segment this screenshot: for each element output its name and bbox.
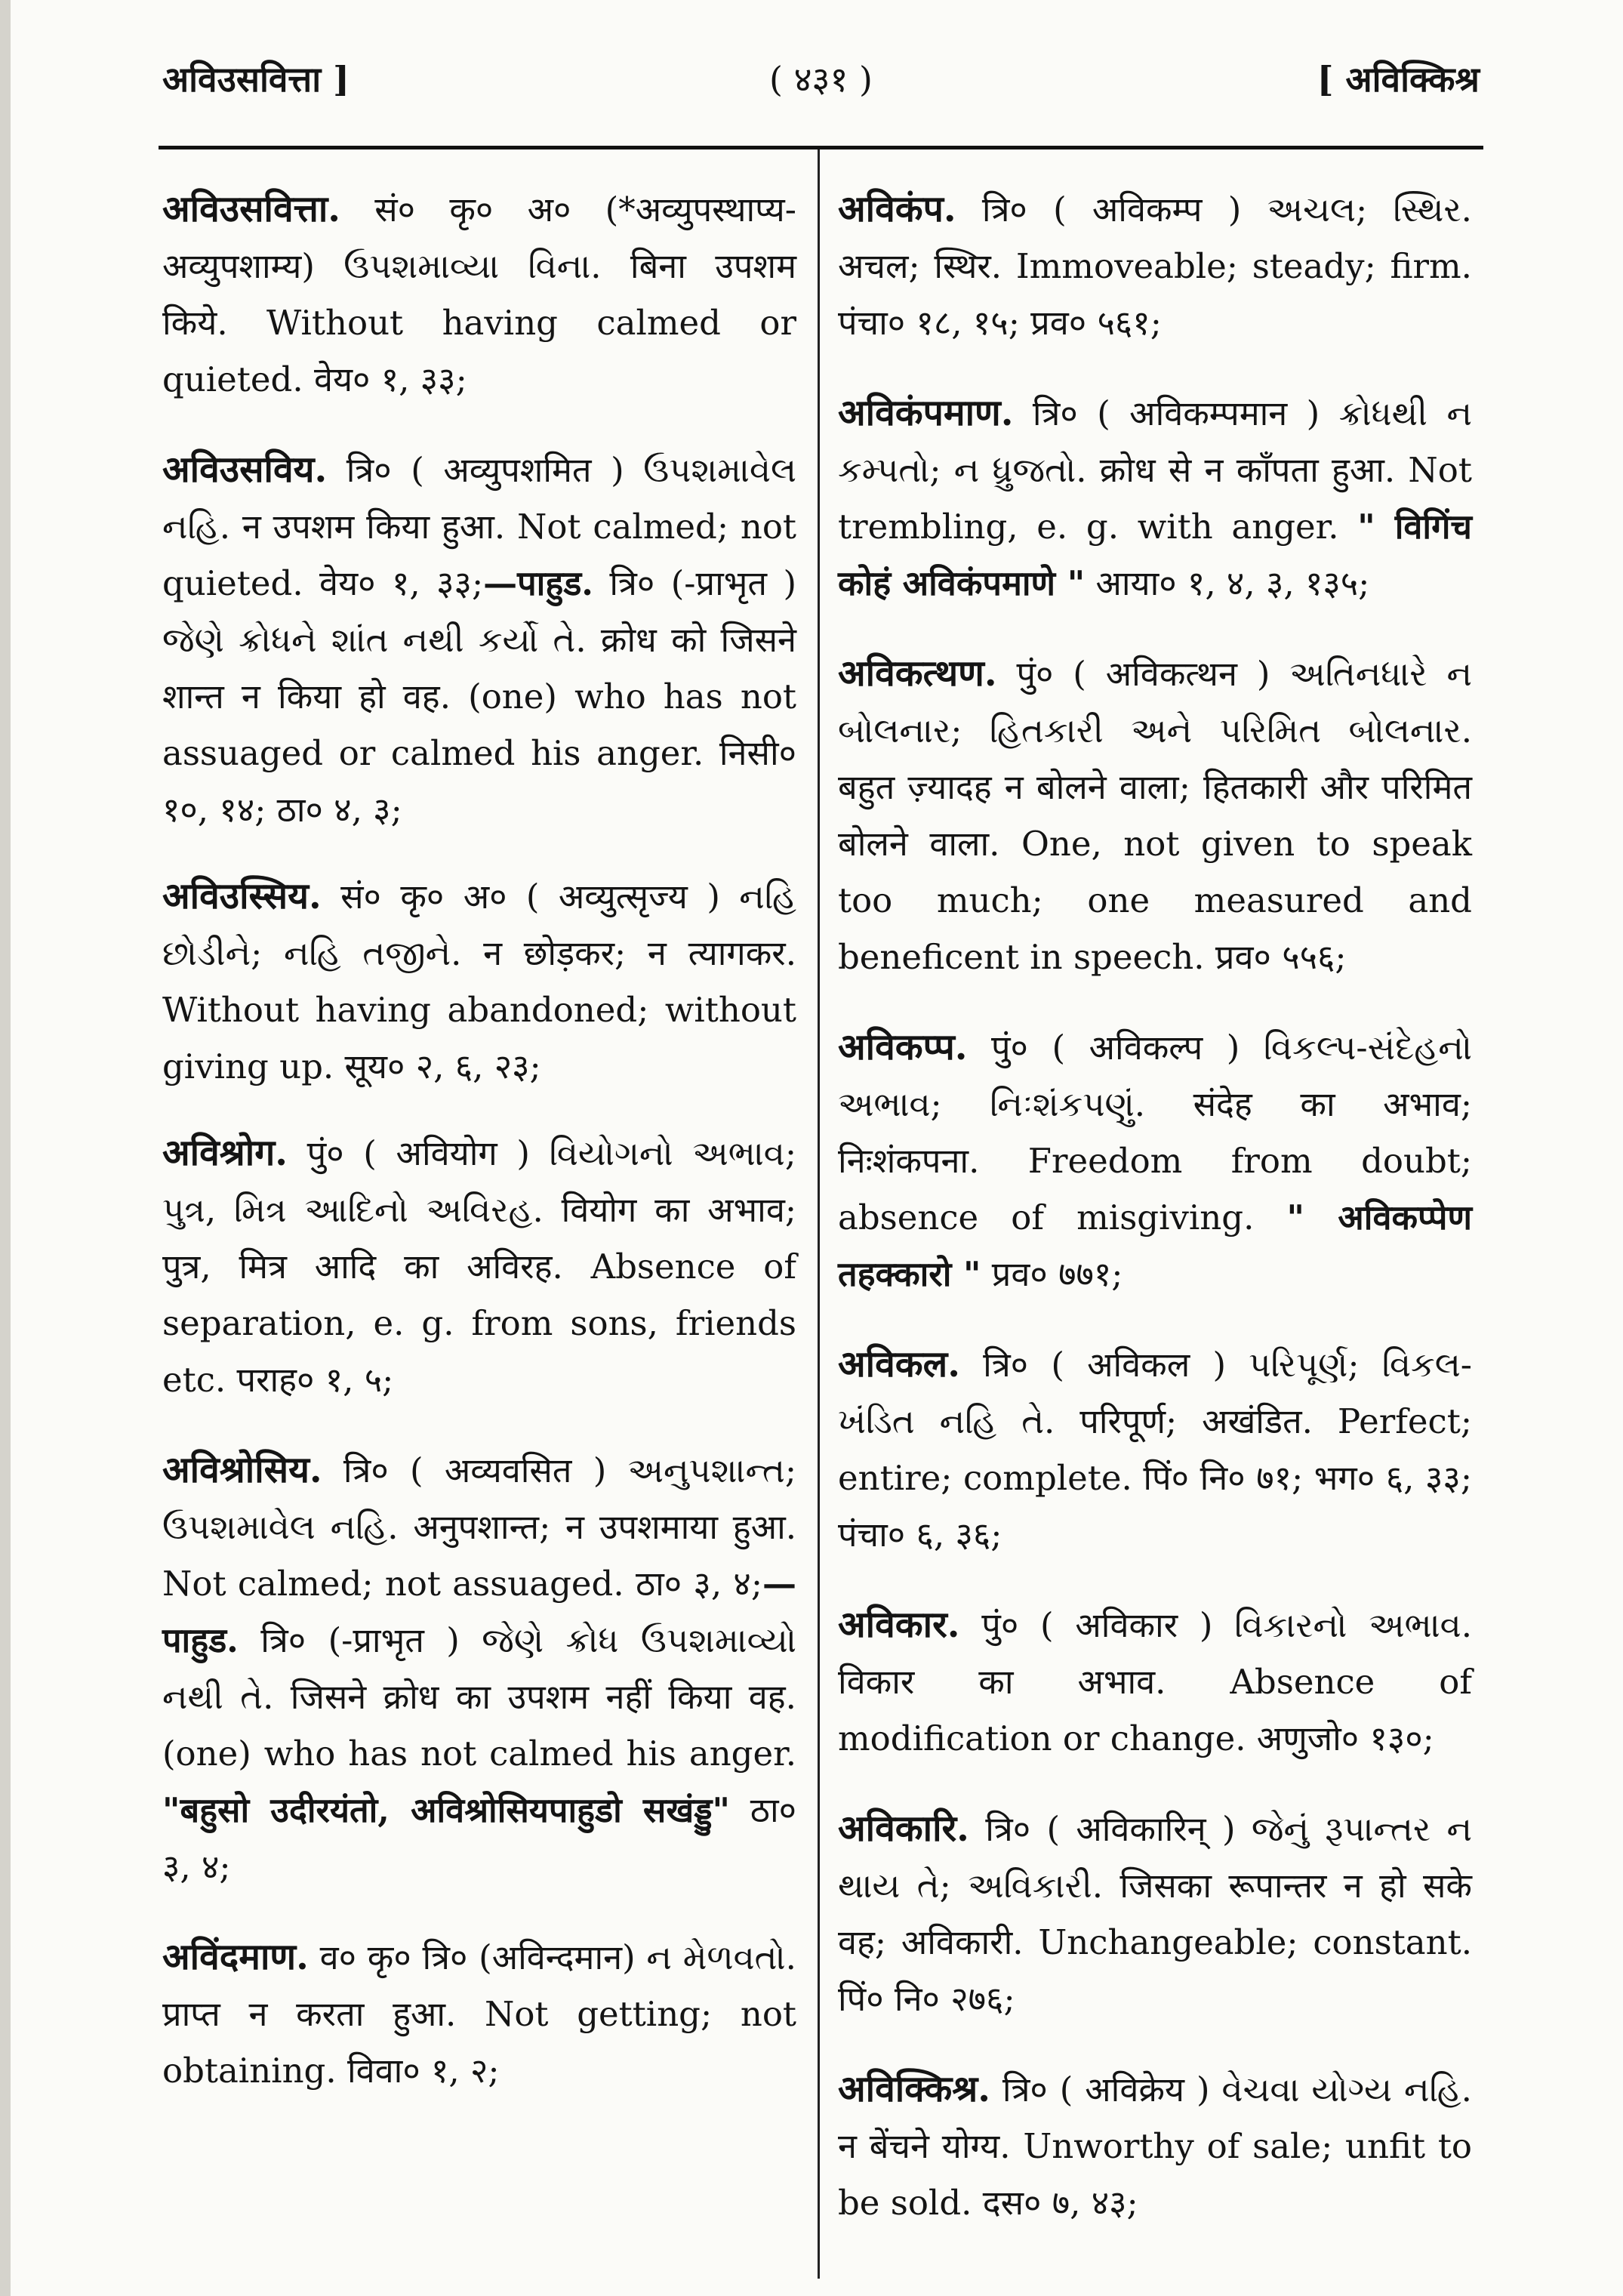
entry-body: त्रि० ( अविकारिन् ) જેનું રૂપાન્તર ન થાય તે; અવિકારી. जिसका रूपान्तर न हो सके वह; अविकारी. Unchangeable; constant. पिं० नि० २७६; [838,1809,1472,2019]
entry-subheadword: —पाहुड. [162,1564,796,1660]
entry-body: सं० कृ० अ० (*अव्युपस्थाप्य-अव्युपशाम्य) ઉપશમાવ્યા વિના. बिना उपशम किये. Without having calmed or quieted. वेय० १, ३३; [162,190,796,399]
entry-quote: " विगिंच कोहं अविकंपमाणे " [838,507,1472,603]
entry-headword: अविकल. [838,1343,960,1385]
entry-body: त्रि० ( अविकम्प ) અચલ; સ્થિર. अचल; स्थिर. Immoveable; steady; firm. पंचा० १८, १५; प्रव० ५६१; [838,190,1472,343]
right-column [838,181,1472,2246]
column-divider [818,149,820,2279]
dictionary-entry [838,1801,1472,2027]
entry-quote: " अविकप्पेण तहक्कारो " [838,1197,1472,1294]
entry-body: त्रि० ( अविकम्पमान ) ક્રોધથી ન કમ્પતો; ન ધ્રુજતો. क्रोध से न काँपता हुआ. Not trembling, e. g. with anger. [838,393,1472,547]
entry-reference: प्रव० ७७१; [981,1254,1123,1294]
header-left-guideword: अविउसवित्ता ] [162,59,350,100]
dictionary-entry [162,181,796,408]
dictionary-entry [838,1597,1472,1767]
entry-headword: अविकार. [838,1604,960,1646]
entry-body: त्रि० ( अव्युपशमित ) ઉપશમાવેલ નહિ. न उपशम किया हुआ. Not calmed; not quieted. वेय० १, ३३; [162,450,796,603]
entry-body: त्रि० ( अव्यवसित ) અનુપશાન્ત; ઉપશમાવેલ નહિ. अनुपशान्त; न उपशमाया हुआ. Not calmed; not assuaged. ठा० ३, ४; [162,1450,796,1604]
dictionary-entry [838,2061,1472,2231]
dictionary-entry [162,442,796,838]
header-rule [159,146,1483,149]
dictionary-entry [838,385,1472,612]
dictionary-entry [838,181,1472,351]
entry-reference: ठा० ३, ४; [162,1790,796,1887]
entry-body: व० कृ० त्रि० (अविन्दमान) ન મેળવતો. प्राप्त न करता हुआ. Not getting; not obtaining. विवा० १, २; [162,1937,796,2091]
entry-sub-body: त्रि० (-प्राभृत ) જેણે ક્રોધને શાંત નથી કર્યો તે. क्रोध को जिसने शान्त न किया हो वह. (one) who has not assuaged or calmed his anger. निसी० १०, १४; ठा० ४, ३; [162,563,797,830]
entry-headword: अविउसविय. [162,448,328,491]
left-column [162,181,796,2114]
entry-headword: अविकंपमाण. [838,392,1014,434]
entry-reference: आया० १, ४, ३, १३५; [1085,563,1370,603]
entry-subheadword: —पाहुड. [483,563,593,603]
entry-headword: अविश्रोग. [162,1132,288,1174]
entry-headword: अविकारि. [838,1808,969,1850]
entry-body: पुं० ( अविकल्प ) વિકલ્પ-સંદેહનો અભાવ; નિઃશંકપણું. संदेह का अभाव; निःशंकपना. Freedom from doubt; absence of misgiving. [838,1028,1472,1237]
entry-headword: अविउसवित्ता. [162,188,340,230]
entry-headword: अविंदमाण. [162,1936,309,1978]
dictionary-entry [162,1442,796,1895]
entry-headword: अविकत्थण. [838,652,997,695]
entry-body: पुं० ( अवियोग ) વિયોગનો અભાવ; પુત્ર, મિત્ર આદિનો અવિરહ. वियोग का अभाव; पुत्र, मित्र आदि का अविरह. Absence of separation, e. g. from sons, friends etc. पराह० १, ५; [162,1133,796,1400]
dictionary-entry [838,1019,1472,1302]
entry-headword: अविक्किश्र. [838,2068,990,2110]
scan-edge [0,0,11,2296]
entry-headword: अविकप्प. [838,1026,968,1068]
entry-body: त्रि० ( अविक्रेय ) વેચવા યોગ્ય નહિ. न बेंचने योग्य. Unworthy of sale; unfit to be sold. दस० ७, ४३; [838,2069,1472,2223]
header-right-guideword: [ अविक्किश्र [1317,59,1480,100]
entry-body: पुं० ( अविकार ) વિકારનો અભાવ. विकार का अभाव. Absence of modification or change. अणुजो० १३०; [838,1605,1472,1758]
entry-headword: अविउस्सिय. [162,875,322,917]
dictionary-entry [838,646,1472,985]
dictionary-entry [162,1929,796,2099]
dictionary-entry [838,1336,1472,1563]
dictionary-entry [162,1125,796,1408]
entry-sub-body: त्रि० (-प्राभृत ) જેણે ક્રોધ ઉપશમાવ્યો નથી તે. जिसने क्रोध का उपशम नहीं किया वह. (one) who has not calmed his anger. [162,1620,796,1774]
entry-headword: अविश्रोसिय. [162,1449,322,1491]
entry-quote: "बहुसो उदीरयंतो, अविश्रोसियपाहुडो सखंड्डु" [162,1790,730,1830]
entry-body: पुं० ( अविकत्थन ) અતિનધારે ન બોલનાર; હિતકારી અને પરિમિત બોલનાર. बहुत ज़्यादह न बोलने वाला; हितकारी और परिमित बोलने वाला. One, not given to speak too much; one measured and beneficent in speech. प्रव० ५५६; [838,654,1472,977]
dictionary-entry [162,868,796,1095]
page-number: ( ४३१ ) [769,59,873,100]
page-header [162,45,1480,113]
entry-headword: अविकंप. [838,188,956,230]
entry-body: त्रि० ( अविकल ) પરિપૂર્ણ; વિકલ-ખંડિત નહિ તે. परिपूर्ण; अखंडित. Perfect; entire; complete. पिं० नि० ७१; भग० ६, ३३; पंचा० ६, ३६; [838,1345,1472,1555]
entry-body: सं० कृ० अ० ( अव्युत्सृज्य ) નહિ છોડીને; નહિ તજીને. न छोड़कर; न त्यागकर. Without having abandoned; without giving up. सूय० २, ६, २३; [162,877,796,1086]
